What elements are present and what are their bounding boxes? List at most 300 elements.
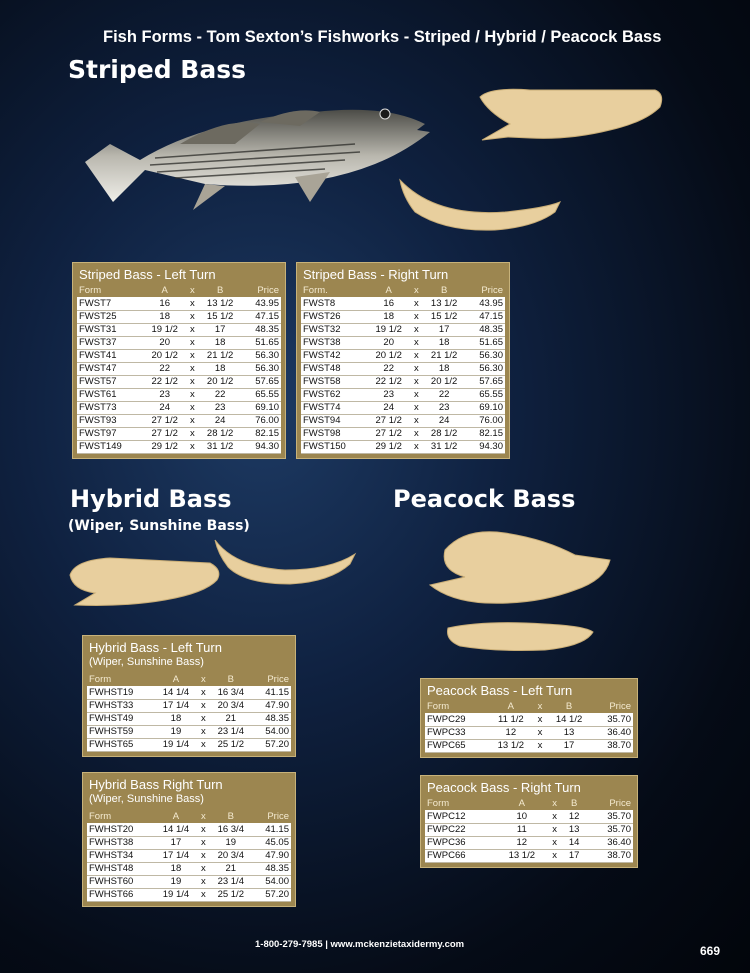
table-cell: FWHST20 [87,823,155,836]
table-cell: FWST93 [77,414,143,427]
table-cell: 15 1/2 [199,310,242,323]
table-row [301,388,505,401]
table-cell: FWHST19 [87,686,155,699]
table-cell: 20 1/2 [367,349,410,362]
table-cell: 23 [143,388,186,401]
table-cell: 17 [546,739,591,752]
table-cell: FWST47 [77,362,143,375]
table-cell: 12 [496,836,547,849]
table-row [425,849,633,862]
table-cell: 21 1/2 [199,349,242,362]
table-row [301,375,505,388]
table-cell: FWST41 [77,349,143,362]
table-cell: 48.35 [466,323,505,336]
table-subtitle: (Wiper, Sunshine Bass) [89,793,204,805]
table-cell: 51.65 [466,336,505,349]
table-cell: 76.00 [242,414,281,427]
table-cell: 22 [143,362,186,375]
table-header-row [87,672,291,686]
table-cell: x [186,440,198,453]
table-cell: x [533,739,546,752]
price-table [77,283,281,454]
table-row [77,362,281,375]
table-cell: 19 1/4 [155,738,198,751]
column-header: A [507,700,515,712]
table-cell: 14 1/4 [155,686,198,699]
table-cell: 19 [209,836,252,849]
table-row [87,712,291,725]
striped-bass-form-large [470,82,670,152]
table-cell: x [197,686,209,699]
table-cell: 56.30 [242,349,281,362]
table-cell: 47.90 [252,699,291,712]
hybrid-bass-form-right [210,532,360,592]
table-cell: 48.35 [242,323,281,336]
table-row [77,440,281,453]
peacock-bass-right-turn-table [420,775,638,868]
footer-contact: 1-800-279-7985 | www.mckenzietaxidermy.com [255,939,465,950]
table-cell: 19 [155,875,198,888]
table-cell: x [547,836,562,849]
table-cell: x [410,440,422,453]
table-cell: 24 [423,414,466,427]
table-cell: x [197,725,209,738]
table-cell: 20 1/2 [423,375,466,388]
table-cell: x [186,414,198,427]
table-cell: 35.70 [592,713,633,726]
table-cell: 25 1/2 [209,738,252,751]
column-header: x [552,797,557,809]
table-row [425,810,633,823]
column-header: Price [481,284,503,296]
table-cell: 23 [367,388,410,401]
table-cell: x [410,310,422,323]
table-cell: 19 1/2 [367,323,410,336]
table-cell: 56.30 [242,362,281,375]
striped-bass-form-small [395,172,565,242]
column-header: B [571,797,578,809]
table-cell: 22 [423,388,466,401]
table-row [77,388,281,401]
table-cell: x [186,362,198,375]
table-cell: 18 [367,310,410,323]
column-header: x [414,284,419,296]
table-title: Peacock Bass - Left Turn [427,683,573,698]
table-cell: x [186,388,198,401]
table-cell: x [410,336,422,349]
table-cell: 48.35 [252,862,291,875]
table-cell: FWHST59 [87,725,155,738]
table-title: Hybrid Bass Right Turn [89,777,223,792]
table-cell: 20 [367,336,410,349]
table-cell: 13 1/2 [488,739,533,752]
table-cell: 25 1/2 [209,888,252,901]
table-cell: 28 1/2 [423,427,466,440]
table-cell: FWST48 [301,362,367,375]
table-cell: 19 1/2 [143,323,186,336]
table-cell: 41.15 [252,823,291,836]
column-header: Price [609,700,631,712]
table-cell: 47.90 [252,849,291,862]
table-row [425,739,633,752]
table-row [301,401,505,414]
table-cell: 23 [423,401,466,414]
table-cell: FWST97 [77,427,143,440]
table-cell: 57.65 [466,375,505,388]
table-cell: 16 3/4 [209,686,252,699]
column-header: x [200,810,206,822]
column-header: x [200,673,206,685]
table-row [87,686,291,699]
table-cell: 54.00 [252,875,291,888]
table-cell: FWHST60 [87,875,155,888]
column-header: Form. [303,284,328,296]
table-cell: 65.55 [466,388,505,401]
table-cell: 65.55 [242,388,281,401]
table-title: Hybrid Bass - Left Turn [89,640,222,655]
table-cell: x [547,810,562,823]
table-row [77,401,281,414]
table-cell: 13 1/2 [199,297,242,310]
table-cell: 13 1/2 [496,849,547,862]
table-cell: FWPC36 [425,836,496,849]
table-cell: 13 [562,823,586,836]
column-header: B [216,284,224,296]
table-cell: FWST38 [301,336,367,349]
table-cell: 56.30 [466,362,505,375]
price-table [301,283,505,454]
table-cell: x [197,738,209,751]
table-cell: x [410,349,422,362]
table-cell: FWST61 [77,388,143,401]
table-cell: 24 [143,401,186,414]
table-row [87,888,291,901]
table-row [87,738,291,751]
table-cell: FWST7 [77,297,143,310]
column-header: Price [257,284,279,296]
table-cell: x [186,297,198,310]
table-cell: 22 1/2 [143,375,186,388]
table-cell: x [197,849,209,862]
table-cell: 38.70 [592,739,633,752]
table-cell: 35.70 [586,810,633,823]
table-cell: 16 [143,297,186,310]
table-cell: 47.15 [242,310,281,323]
table-cell: 17 [155,836,198,849]
table-cell: 12 [488,726,533,739]
price-table [425,796,633,863]
table-cell: FWPC33 [425,726,488,739]
table-cell: FWST57 [77,375,143,388]
table-cell: 35.70 [586,823,633,836]
table-row [77,427,281,440]
table-row [87,699,291,712]
table-cell: 19 1/4 [155,888,198,901]
table-cell: 38.70 [586,849,633,862]
column-header: Price [267,810,289,822]
table-cell: FWHST33 [87,699,155,712]
hybrid-bass-title: Hybrid Bass [70,485,232,513]
table-cell: 20 3/4 [209,699,252,712]
table-cell: 18 [423,336,466,349]
table-row [87,836,291,849]
table-cell: 76.00 [466,414,505,427]
table-cell: 18 [423,362,466,375]
table-cell: 17 [423,323,466,336]
table-cell: FWST25 [77,310,143,323]
price-table [425,699,633,753]
table-cell: 27 1/2 [367,414,410,427]
table-cell: x [197,699,209,712]
table-cell: FWPC66 [425,849,496,862]
table-cell: FWHST48 [87,862,155,875]
table-cell: 17 1/4 [155,699,198,712]
table-cell: 14 1/4 [155,823,198,836]
table-header-row [87,809,291,823]
table-cell: x [197,823,209,836]
price-table [87,809,291,902]
table-cell: FWST37 [77,336,143,349]
column-header: Form [427,797,450,809]
column-header: Form [427,700,450,712]
table-cell: 27 1/2 [143,414,186,427]
table-cell: x [186,323,198,336]
table-cell: 21 1/2 [423,349,466,362]
table-cell: 20 3/4 [209,849,252,862]
table-cell: FWHST34 [87,849,155,862]
table-cell: FWHST65 [87,738,155,751]
table-cell: 14 1/2 [546,713,591,726]
table-cell: 27 1/2 [143,427,186,440]
table-row [301,323,505,336]
column-header: Form [89,673,112,685]
table-cell: 16 [367,297,410,310]
table-cell: 20 1/2 [143,349,186,362]
table-header-row [77,283,281,297]
table-cell: FWST94 [301,414,367,427]
table-cell: 11 [496,823,547,836]
table-cell: 28 1/2 [199,427,242,440]
peacock-bass-form-large [425,525,615,615]
table-cell: 43.95 [466,297,505,310]
peacock-bass-form-small [445,618,595,653]
table-cell: x [197,888,209,901]
table-cell: 17 1/4 [155,849,198,862]
table-cell: x [410,401,422,414]
table-row [87,725,291,738]
table-header-row [301,283,505,297]
table-cell: 45.05 [252,836,291,849]
table-row [301,336,505,349]
table-cell: 20 1/2 [199,375,242,388]
table-cell: FWST42 [301,349,367,362]
striped-bass-title: Striped Bass [68,55,246,84]
table-cell: x [547,823,562,836]
table-cell: 48.35 [252,712,291,725]
table-cell: FWST98 [301,427,367,440]
table-row [425,836,633,849]
table-cell: 16 3/4 [209,823,252,836]
table-cell: 31 1/2 [423,440,466,453]
table-cell: x [410,388,422,401]
table-cell: 51.65 [242,336,281,349]
column-header: Form [89,810,112,822]
table-cell: 41.15 [252,686,291,699]
table-cell: 18 [155,712,198,725]
table-cell: x [186,336,198,349]
table-cell: 17 [199,323,242,336]
table-cell: 94.30 [466,440,505,453]
table-cell: FWPC29 [425,713,488,726]
page-number: 669 [700,944,721,958]
table-cell: 15 1/2 [423,310,466,323]
table-cell: 94.30 [242,440,281,453]
table-cell: FWPC65 [425,739,488,752]
table-cell: 19 [155,725,198,738]
column-header: A [172,673,180,685]
table-cell: 13 1/2 [423,297,466,310]
table-cell: x [410,297,422,310]
table-cell: FWPC12 [425,810,496,823]
table-cell: x [410,375,422,388]
table-cell: FWHST49 [87,712,155,725]
table-cell: FWST73 [77,401,143,414]
table-cell: 14 [562,836,586,849]
table-cell: 29 1/2 [143,440,186,453]
column-header: A [518,797,525,809]
table-row [87,862,291,875]
table-cell: FWST150 [301,440,367,453]
table-cell: 13 [546,726,591,739]
table-row [77,297,281,310]
table-cell: FWST32 [301,323,367,336]
table-cell: 18 [155,862,198,875]
table-row [425,713,633,726]
striped-bass-right-turn-table [296,262,510,459]
table-row [301,297,505,310]
striped-bass-left-turn-table [72,262,286,459]
table-cell: x [533,713,546,726]
table-row [425,823,633,836]
table-cell: FWST31 [77,323,143,336]
table-cell: 29 1/2 [367,440,410,453]
table-cell: x [186,375,198,388]
table-cell: x [197,862,209,875]
table-cell: 36.40 [586,836,633,849]
table-cell: x [410,362,422,375]
table-row [425,726,633,739]
column-header: Price [267,673,289,685]
table-cell: FWST8 [301,297,367,310]
table-cell: x [186,427,198,440]
table-cell: x [410,323,422,336]
table-row [87,823,291,836]
table-cell: 31 1/2 [199,440,242,453]
column-header: B [227,673,234,685]
table-title: Striped Bass - Left Turn [79,267,216,282]
table-cell: 24 [199,414,242,427]
table-cell: x [410,414,422,427]
table-row [77,310,281,323]
table-cell: x [197,836,209,849]
column-header: x [537,700,543,712]
table-row [77,375,281,388]
table-row [301,310,505,323]
table-cell: 57.20 [252,738,291,751]
table-cell: x [197,875,209,888]
table-row [77,349,281,362]
table-row [301,440,505,453]
table-row [301,427,505,440]
table-cell: 27 1/2 [367,427,410,440]
table-row [77,414,281,427]
table-cell: FWPC22 [425,823,496,836]
table-cell: 47.15 [466,310,505,323]
column-header: Form [79,284,102,296]
table-cell: x [197,712,209,725]
table-header-row [425,699,633,713]
table-cell: 18 [199,362,242,375]
table-title: Peacock Bass - Right Turn [427,780,581,795]
table-row [87,875,291,888]
table-cell: 11 1/2 [488,713,533,726]
table-cell: 22 1/2 [367,375,410,388]
table-cell: 24 [367,401,410,414]
striped-bass-fish-image [85,92,435,222]
table-cell: 17 [562,849,586,862]
table-cell: x [186,401,198,414]
price-table [87,672,291,752]
table-cell: 69.10 [466,401,505,414]
hybrid-bass-left-turn-table [82,635,296,757]
table-cell: 18 [199,336,242,349]
table-row [301,414,505,427]
table-row [77,323,281,336]
table-cell: 23 1/4 [209,725,252,738]
table-cell: 23 1/4 [209,875,252,888]
table-cell: 57.65 [242,375,281,388]
table-subtitle: (Wiper, Sunshine Bass) [89,656,204,668]
table-cell: 57.20 [252,888,291,901]
table-cell: 43.95 [242,297,281,310]
table-cell: 36.40 [592,726,633,739]
column-header: A [161,284,168,296]
table-cell: 10 [496,810,547,823]
column-header: A [172,810,180,822]
table-cell: 54.00 [252,725,291,738]
hybrid-bass-subtitle: (Wiper, Sunshine Bass) [68,518,250,534]
column-header: x [190,284,195,296]
table-row [301,349,505,362]
page-header-title: Fish Forms - Tom Sexton’s Fishworks - Striped / Hybrid / Peacock Bass [103,28,662,46]
table-title: Striped Bass - Right Turn [303,267,449,282]
column-header: B [440,284,448,296]
table-cell: 21 [209,712,252,725]
table-cell: 82.15 [466,427,505,440]
column-header: A [385,284,392,296]
table-cell: 12 [562,810,586,823]
column-header: B [565,700,573,712]
table-cell: x [547,849,562,862]
table-row [87,849,291,862]
table-cell: FWST62 [301,388,367,401]
table-row [77,336,281,349]
table-cell: FWHST66 [87,888,155,901]
table-cell: FWHST38 [87,836,155,849]
table-cell: FWST58 [301,375,367,388]
table-cell: x [186,310,198,323]
table-cell: FWST149 [77,440,143,453]
